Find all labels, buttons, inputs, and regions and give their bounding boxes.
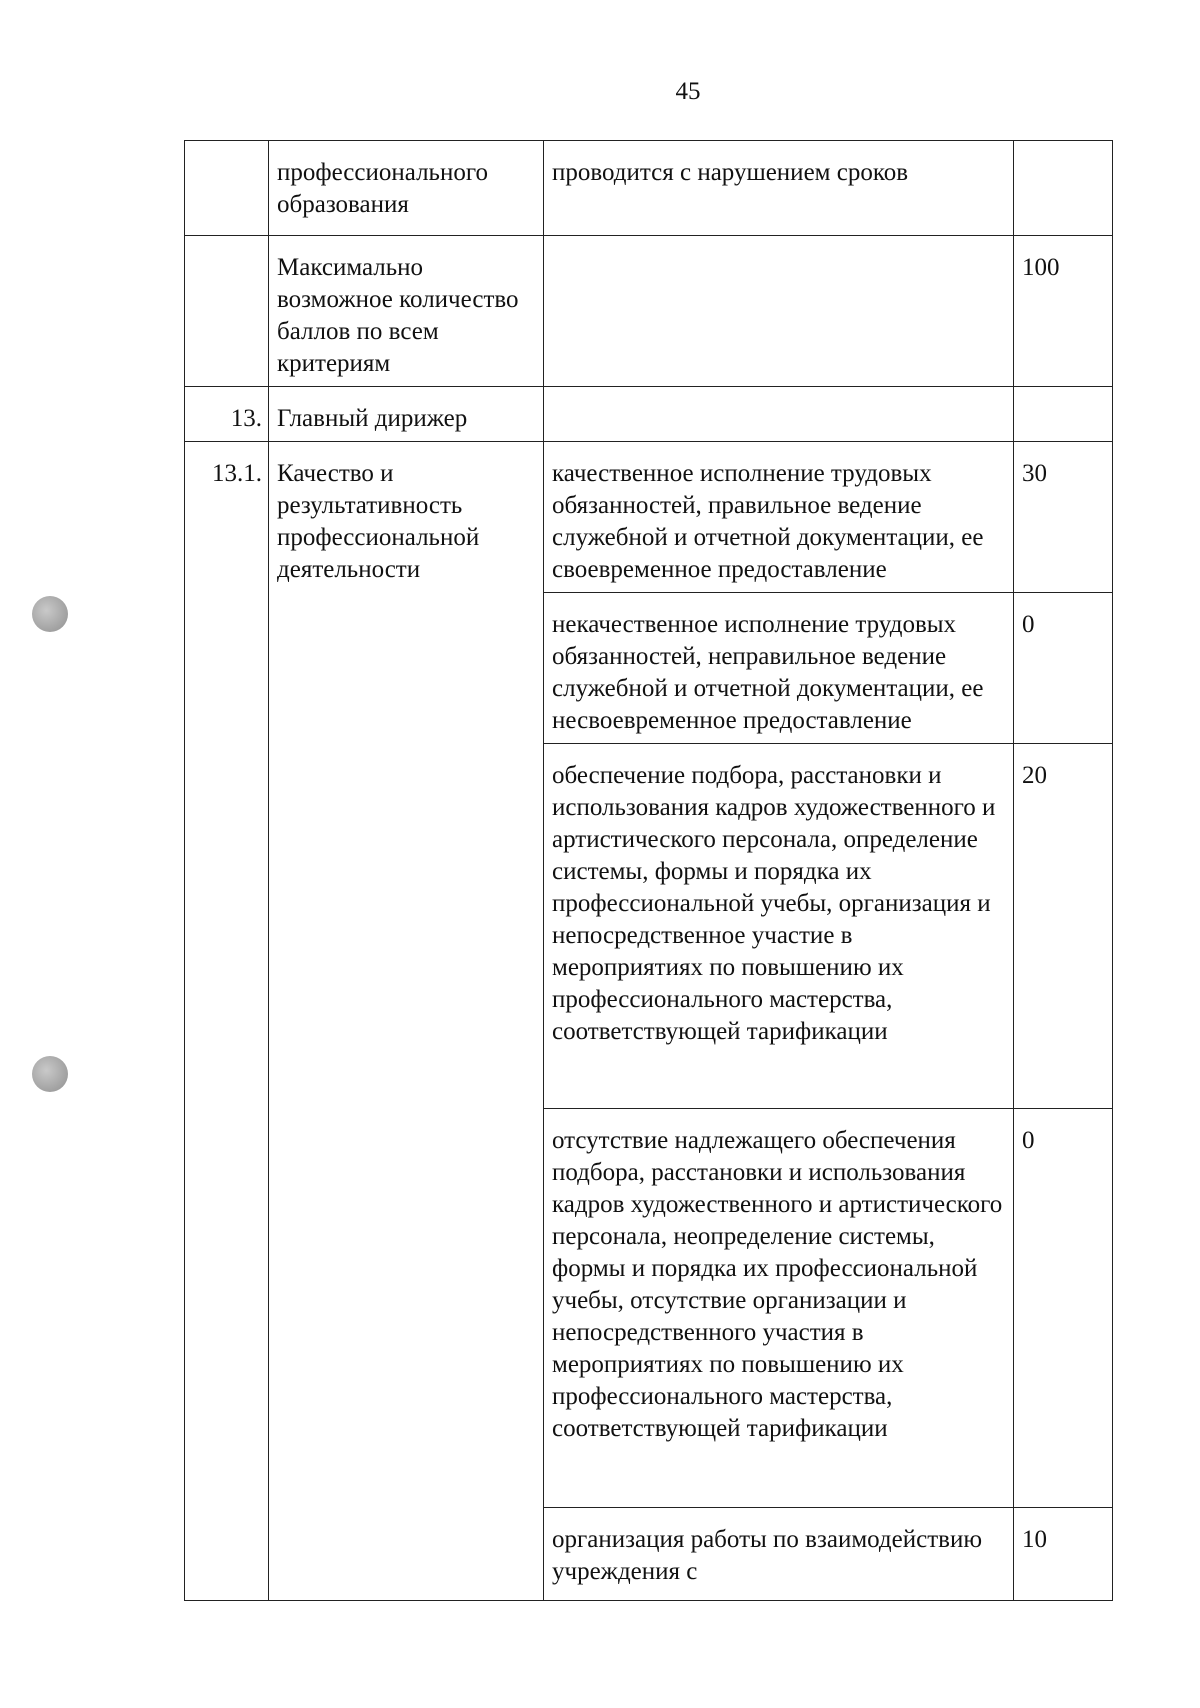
punch-hole-mark bbox=[32, 1056, 68, 1092]
indicator-cell: качественное исполнение трудовых обязанностей, правильное ведение служебной и отчетной документации, ее своевременное предоставление bbox=[544, 442, 1014, 593]
points-cell: 0 bbox=[1014, 1109, 1113, 1508]
indicator-cell bbox=[544, 236, 1014, 387]
criteria-table bbox=[184, 140, 1113, 1601]
page-number: 45 bbox=[675, 78, 701, 105]
points-cell: 30 bbox=[1014, 442, 1113, 593]
criterion-cell: Главный дирижер bbox=[269, 387, 544, 442]
indicator-cell: некачественное исполнение трудовых обязанностей, неправильное ведение служебной и отчетной документации, ее несвоевременное предоставление bbox=[544, 593, 1014, 744]
row-number-cell bbox=[185, 141, 269, 236]
points-cell bbox=[1014, 387, 1113, 442]
table-row bbox=[185, 236, 1113, 387]
criterion-cell: Качество и результативность профессиональной деятельности bbox=[269, 442, 544, 1601]
criterion-cell: профессионального образования bbox=[269, 141, 544, 236]
punch-hole-mark bbox=[32, 596, 68, 632]
table-row bbox=[185, 387, 1113, 442]
criterion-cell: Максимально возможное количество баллов по всем критериям bbox=[269, 236, 544, 387]
table-row bbox=[185, 141, 1113, 236]
points-cell: 20 bbox=[1014, 744, 1113, 1109]
indicator-cell: организация работы по взаимодействию учреждения с bbox=[544, 1508, 1014, 1601]
indicator-cell: проводится с нарушением сроков bbox=[544, 141, 1014, 236]
row-number-cell bbox=[185, 236, 269, 387]
points-cell: 100 bbox=[1014, 236, 1113, 387]
points-cell: 10 bbox=[1014, 1508, 1113, 1601]
indicator-cell: отсутствие надлежащего обеспечения подбора, расстановки и использования кадров художественного и артистического персонала, неопределение системы, формы и порядка их профессиональной учебы, отсутствие организации и непосредственного участия в мероприятиях по повышению их профессионального мастерства, соответствующей тарификации bbox=[544, 1109, 1014, 1508]
points-cell: 0 bbox=[1014, 593, 1113, 744]
indicator-cell: обеспечение подбора, расстановки и использования кадров художественного и артистического персонала, определение системы, формы и порядка их профессиональной учебы, организация и непосредственное участие в мероприятиях по повышению их профессионального мастерства, соответствующей тарификации bbox=[544, 744, 1014, 1109]
row-number-cell: 13.1. bbox=[185, 442, 269, 1601]
row-number-cell: 13. bbox=[185, 387, 269, 442]
indicator-cell bbox=[544, 387, 1014, 442]
table-row bbox=[185, 442, 1113, 593]
points-cell bbox=[1014, 141, 1113, 236]
